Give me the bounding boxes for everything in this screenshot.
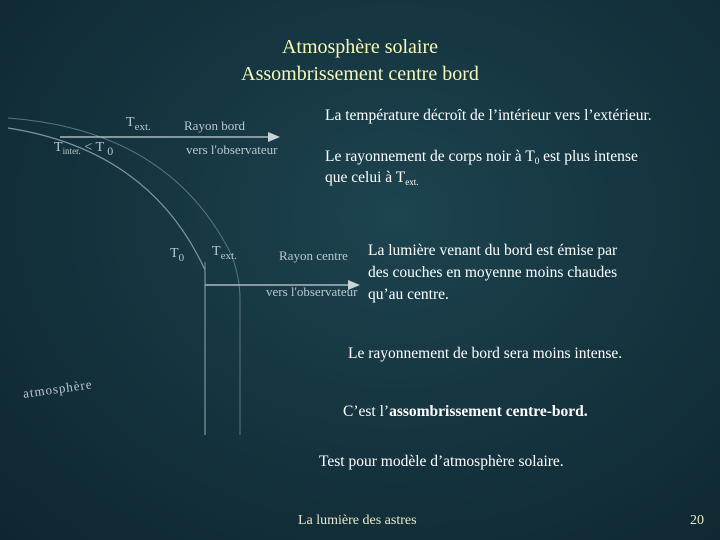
text-temperature: La température décroît de l’intérieur vers l’extérieur. [325, 107, 652, 124]
label-atmosphere: atmosphère [22, 376, 94, 401]
text-limb-darkening: C’est l’assombrissement centre-bord. [343, 403, 588, 420]
text-edge-less-intense: Le rayonnement de bord sera moins intense. [348, 345, 623, 362]
edge-ray-arrowhead [268, 132, 280, 142]
slide-title-line1: Atmosphère solaire [281, 36, 439, 58]
label-ray-edge-2: vers l'observateur [186, 142, 278, 157]
label-t0-mid: $T_0$ [170, 246, 185, 264]
text-edge-light-1: La lumière venant du bord est émise par [368, 242, 618, 259]
footer-caption: La lumière des astres [298, 513, 417, 528]
label-t-ext-top: $T_{ext.}$ [126, 115, 151, 133]
text-blackbody-1: Le rayonnement de corps noir à $T_0$ est plus intense [325, 148, 638, 166]
page-number: 20 [690, 513, 704, 528]
text-model-test: Test pour modèle d’atmosphère solaire. [319, 453, 564, 470]
label-t-inter: $T_{inter.} < T$ 0 [54, 140, 114, 158]
label-t-ext-mid: $T_{ext.}$ [212, 244, 237, 262]
label-ray-center-1: Rayon centre [279, 248, 348, 263]
text-edge-light-2: des couches en moyenne moins chaudes [368, 264, 618, 281]
label-ray-center-2: vers l'observateur [266, 284, 358, 299]
text-edge-light-3: qu’au centre. [368, 286, 449, 303]
label-ray-edge-1: Rayon bord [184, 118, 246, 133]
text-blackbody-2: que celui à $T_{ext.}$ [325, 169, 419, 187]
slide-title-line2: Assombrissement centre bord [241, 63, 479, 85]
